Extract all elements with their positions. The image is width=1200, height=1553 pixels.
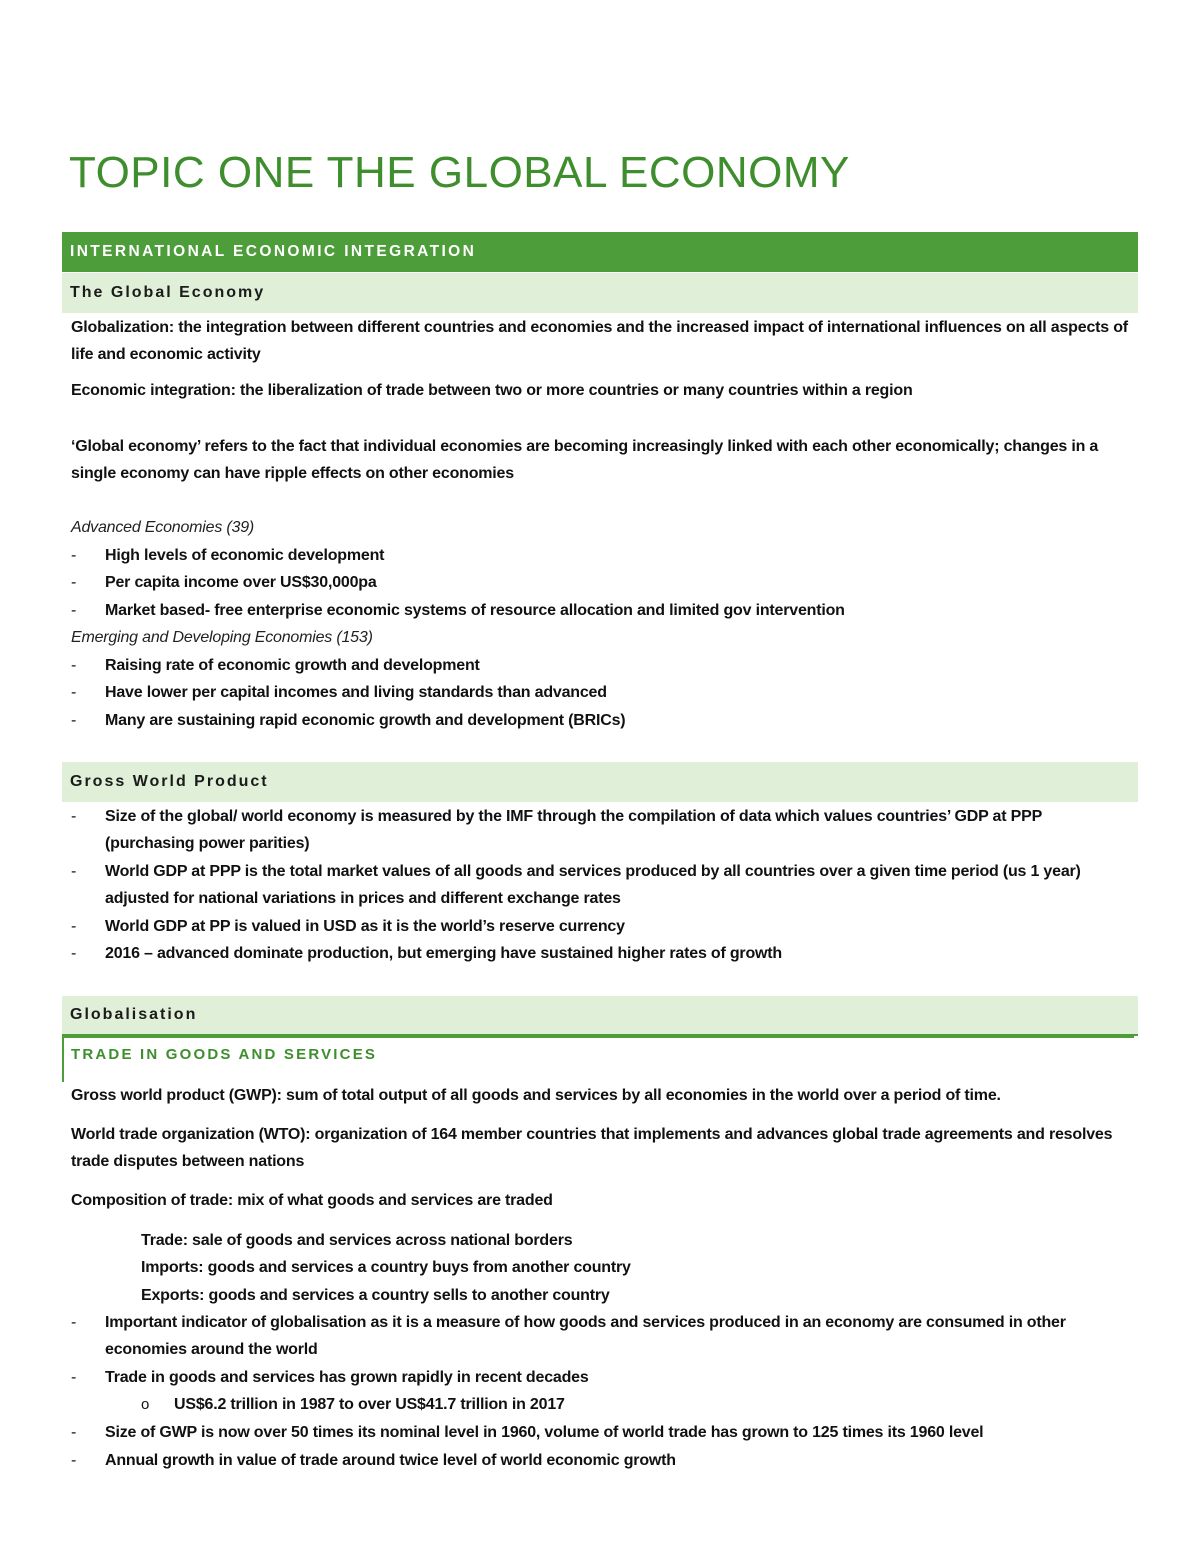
- list-dash: -: [71, 602, 77, 619]
- gwp-item: 2016 – advanced dominate production, but emerging have sustained higher rates of growth: [105, 945, 782, 962]
- global-economy-definition: ‘Global economy’ refers to the fact that individual economies are becoming increasingly linked with each other economically; changes in a single economy can have ripple effects on other economies: [71, 438, 1099, 482]
- trade-item: Annual growth in value of trade around twice level of world economic growth: [105, 1452, 676, 1469]
- subheader-globalisation: Globalisation: [62, 996, 1138, 1034]
- list-dash: -: [71, 547, 77, 564]
- list-dash: -: [71, 657, 77, 674]
- gwp-definition: Gross world product (GWP): sum of total output of all goods and services by all economies in the world over a period of time.: [71, 1087, 1001, 1104]
- trade-item: Important indicator of globalisation as it is a measure of how goods and services produced in an economy are consumed in other economies around the world: [105, 1314, 1066, 1358]
- gwp-item: World GDP at PPP is the total market values of all goods and services produced by all countries over a given time period (us 1 year) adjusted for national variations in prices and different exchange rates: [105, 863, 1081, 907]
- trade-sub-item: US$6.2 trillion in 1987 to over US$41.7 trillion in 2017: [174, 1396, 565, 1413]
- economic-integration-definition: Economic integration: the liberalization of trade between two or more countries or many countries within a region: [71, 382, 913, 399]
- page-title: TOPIC ONE THE GLOBAL ECONOMY: [69, 148, 850, 197]
- emerging-economies-heading: Emerging and Developing Economies (153): [71, 629, 373, 646]
- advanced-item: Per capita income over US$30,000pa: [105, 574, 377, 591]
- trade-item: Trade in goods and services has grown rapidly in recent decades: [105, 1369, 589, 1386]
- subheader-gross-world-product: Gross World Product: [62, 762, 1138, 802]
- globalization-definition: Globalization: the integration between different countries and economies and the increased impact of international influences on all aspects of life and economic activity: [71, 319, 1128, 363]
- trade-definition: Trade: sale of goods and services across national borders: [141, 1232, 573, 1249]
- advanced-economies-heading: Advanced Economies (39): [71, 519, 255, 536]
- sub-bullet: o: [141, 1396, 150, 1413]
- trade-item: Size of GWP is now over 50 times its nominal level in 1960, volume of world trade has grown to 125 times its 1960 level: [105, 1424, 984, 1441]
- list-dash: -: [71, 574, 77, 591]
- subheader-trade-in-goods-and-services: TRADE IN GOODS AND SERVICES: [62, 1036, 1134, 1082]
- exports-definition: Exports: goods and services a country sells to another country: [141, 1287, 610, 1304]
- imports-definition: Imports: goods and services a country buys from another country: [141, 1259, 631, 1276]
- composition-of-trade-definition: Composition of trade: mix of what goods and services are traded: [71, 1192, 553, 1209]
- list-dash: -: [71, 712, 77, 729]
- list-dash: -: [71, 1452, 77, 1469]
- list-dash: -: [71, 808, 77, 825]
- gwp-item: Size of the global/ world economy is measured by the IMF through the compilation of data which values countries’ GDP at PPP (purchasing power parities): [105, 808, 1042, 852]
- subheader-global-economy: The Global Economy: [62, 273, 1138, 313]
- list-dash: -: [71, 1369, 77, 1386]
- emerging-item: Have lower per capital incomes and living standards than advanced: [105, 684, 607, 701]
- gwp-item: World GDP at PP is valued in USD as it is the world’s reserve currency: [105, 918, 625, 935]
- advanced-item: Market based- free enterprise economic systems of resource allocation and limited gov intervention: [105, 602, 845, 619]
- list-dash: -: [71, 684, 77, 701]
- list-dash: -: [71, 1314, 77, 1331]
- wto-definition: World trade organization (WTO): organization of 164 member countries that implements and advances global trade agreements and resolves trade disputes between nations: [71, 1126, 1113, 1170]
- emerging-item: Raising rate of economic growth and development: [105, 657, 480, 674]
- list-dash: -: [71, 945, 77, 962]
- section-header-international-economic-integration: INTERNATIONAL ECONOMIC INTEGRATION: [62, 232, 1138, 272]
- advanced-item: High levels of economic development: [105, 547, 385, 564]
- list-dash: -: [71, 918, 77, 935]
- list-dash: -: [71, 863, 77, 880]
- emerging-item: Many are sustaining rapid economic growth and development (BRICs): [105, 712, 626, 729]
- list-dash: -: [71, 1424, 77, 1441]
